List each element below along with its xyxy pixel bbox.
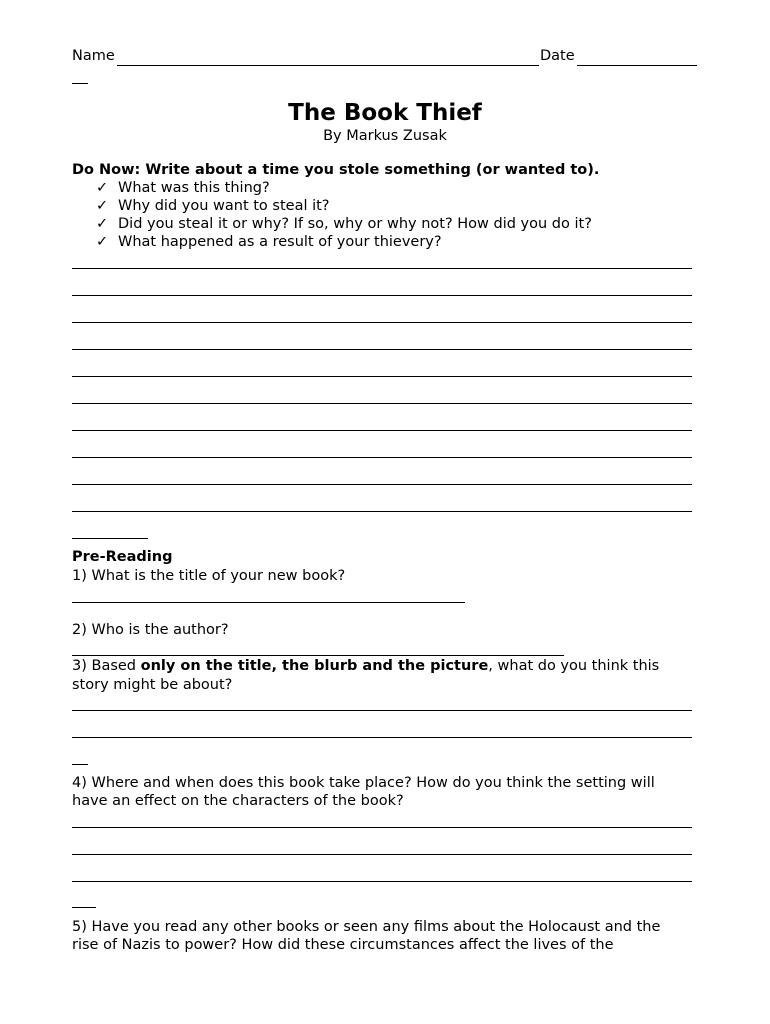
do-now-heading: Do Now: Write about a time you stole something (or wanted to). — [72, 162, 600, 178]
writing-line[interactable] — [72, 538, 148, 539]
checkmark-icon: ✓ — [96, 180, 109, 196]
checklist-item — [96, 179, 270, 197]
writing-line[interactable] — [72, 295, 692, 296]
writing-line[interactable] — [72, 430, 692, 431]
question-3-text: , what do you think this — [488, 658, 660, 674]
checklist-item — [96, 233, 442, 251]
answer-line-3[interactable] — [72, 764, 88, 765]
writing-line[interactable] — [72, 268, 692, 269]
writing-line[interactable] — [72, 349, 692, 350]
writing-line[interactable] — [72, 322, 692, 323]
checklist-item-text: What was this thing? — [118, 180, 270, 196]
question-3-emphasis: only on the title, the blurb and the picture — [140, 658, 489, 674]
checklist-item — [96, 215, 592, 233]
answer-line-4[interactable] — [72, 827, 692, 828]
answer-line-3[interactable] — [72, 737, 692, 738]
author-subtitle: By Markus Zusak — [323, 128, 447, 144]
question-5: 5) Have you read any other books or seen any films about the Holocaust and the — [72, 919, 661, 935]
question-3-text: 3) Based — [72, 658, 141, 674]
answer-line-4[interactable] — [72, 854, 692, 855]
name-field[interactable] — [117, 65, 539, 66]
date-field-overflow[interactable] — [72, 83, 88, 84]
answer-line-4[interactable] — [72, 907, 96, 908]
question-3 — [72, 657, 659, 675]
checklist-item-text: Why did you want to steal it? — [118, 198, 330, 214]
checkmark-icon: ✓ — [96, 234, 109, 250]
writing-line[interactable] — [72, 511, 692, 512]
checkmark-icon: ✓ — [96, 216, 109, 232]
question-2: 2) Who is the author? — [72, 622, 229, 638]
pre-reading-heading: Pre-Reading — [72, 549, 173, 565]
date-field[interactable] — [577, 65, 697, 66]
checkmark-icon: ✓ — [96, 198, 109, 214]
page-title: The Book Thief — [288, 100, 482, 126]
answer-line-3[interactable] — [72, 710, 692, 711]
answer-line-1[interactable] — [72, 602, 465, 603]
date-label: Date — [540, 48, 575, 64]
checklist-item-text: What happened as a result of your thievery? — [118, 234, 442, 250]
checklist-item — [96, 197, 330, 215]
name-label: Name — [72, 48, 115, 64]
checklist-item-text: Did you steal it or why? If so, why or why not? How did you do it? — [118, 216, 592, 232]
answer-line-2[interactable] — [72, 655, 564, 656]
writing-line[interactable] — [72, 376, 692, 377]
writing-line[interactable] — [72, 484, 692, 485]
question-4-line2: have an effect on the characters of the book? — [72, 793, 404, 809]
question-4: 4) Where and when does this book take place? How do you think the setting will — [72, 775, 655, 791]
question-3-line2: story might be about? — [72, 677, 233, 693]
answer-line-4[interactable] — [72, 881, 692, 882]
question-5-line2: rise of Nazis to power? How did these circumstances affect the lives of the — [72, 937, 614, 953]
writing-line[interactable] — [72, 403, 692, 404]
question-1: 1) What is the title of your new book? — [72, 568, 346, 584]
writing-line[interactable] — [72, 457, 692, 458]
